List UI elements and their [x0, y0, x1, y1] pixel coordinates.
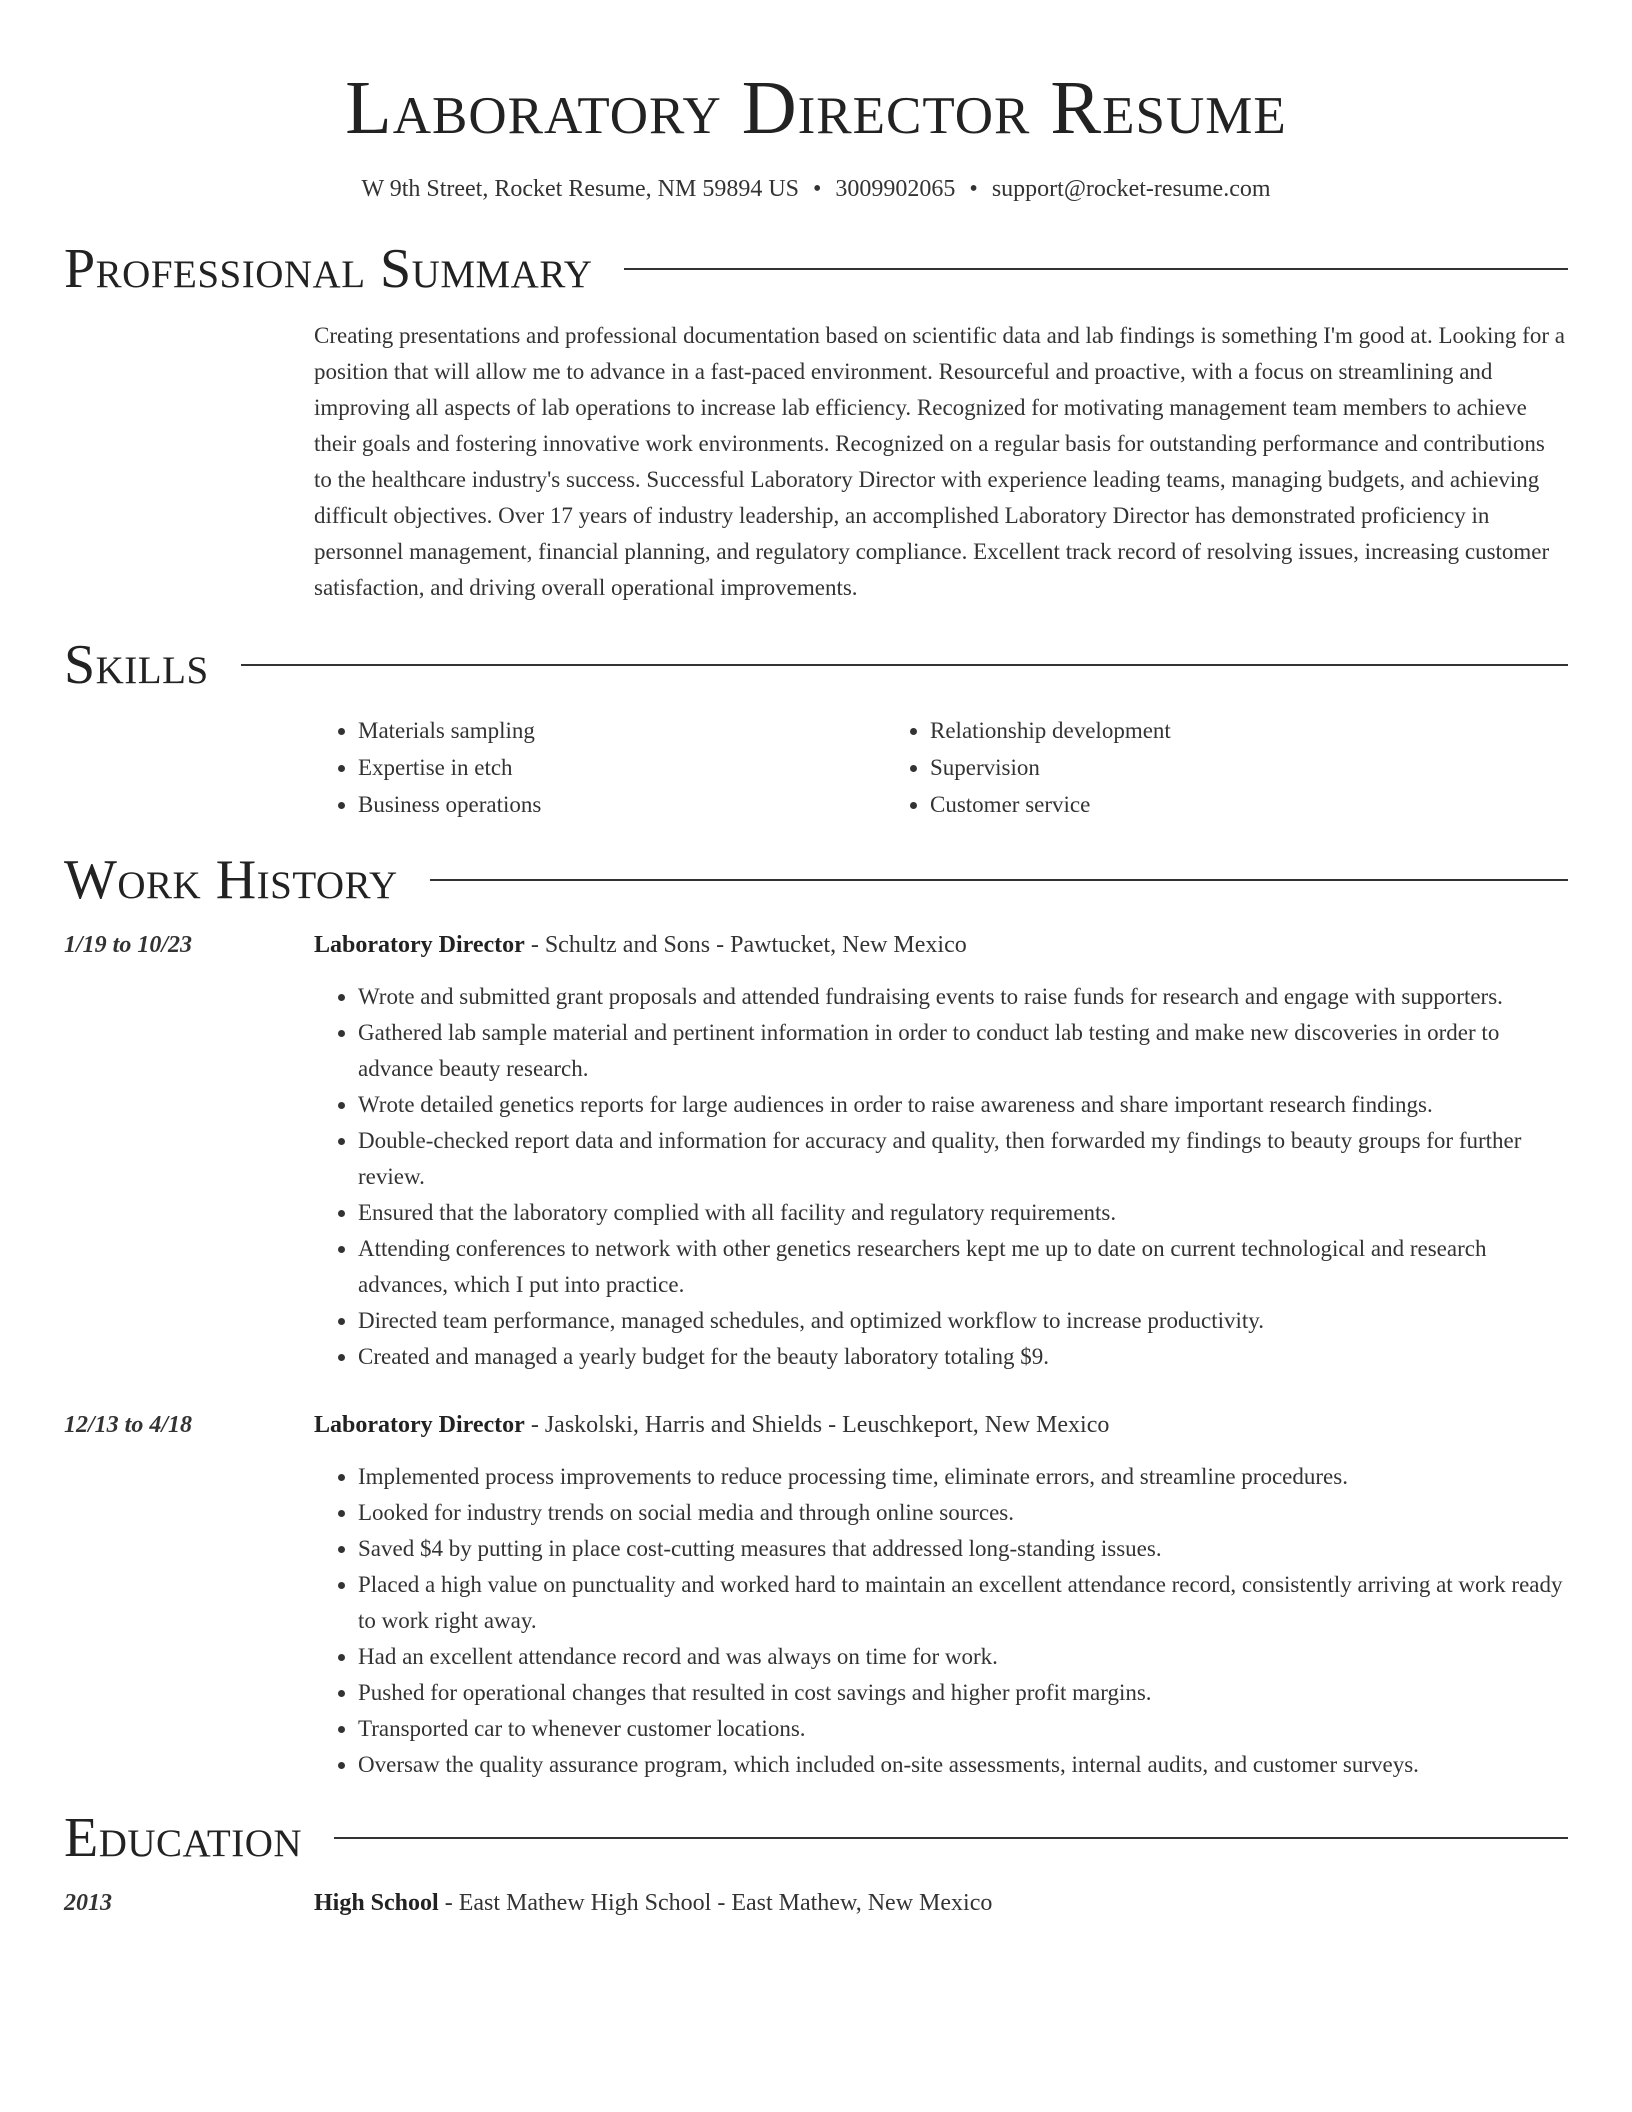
job-duties — [314, 1459, 1568, 1783]
job-dates: 1/19 to 10/23 — [64, 932, 193, 958]
work-section-header — [64, 849, 1568, 911]
job-bullet: • Looked for industry trends on social media and through online sources. — [358, 1495, 1568, 1531]
job-bullet: • Transported car to whenever customer locations. — [358, 1711, 1568, 1747]
job-bullet: • Pushed for operational changes that resulted in cost savings and higher profit margins. — [358, 1675, 1568, 1711]
summary-text: Creating presentations and professional documentation based on scientific data and lab findings is something I'm good at. Looking for a position that will allow me to advance in a fast-paced environment. Resourceful and proactive, with a focus on streamlining and improving all aspects of lab operations to increase lab efficiency. Recognized for motivating management team members to achieve their goals and fostering innovative work environments. Recognized on a regular basis for outstanding performance and contributions to the healthcare industry's success. Successful Laboratory Director with experience leading teams, managing budgets, and achieving difficult objectives. Over 17 years of industry leadership, an accomplished Laboratory Director has demonstrated proficiency in personnel management, financial planning, and regulatory compliance. Excellent track record of resolving issues, increasing customer satisfaction, and driving overall operational improvements. — [314, 323, 1565, 600]
education-heading: Education — [64, 1807, 303, 1869]
section-divider — [624, 268, 1568, 270]
skills-heading: Skills — [64, 634, 209, 696]
job-entry — [64, 1407, 1568, 1783]
education-degree: High School — [314, 1890, 439, 1916]
skills-list — [314, 712, 1568, 823]
skills-section-header — [64, 634, 1568, 696]
job-bullet: • Directed team performance, managed schedules, and optimized workflow to increase productivity. — [358, 1303, 1568, 1339]
job-bullet: • Wrote detailed genetics reports for large audiences in order to raise awareness and share important research findings. — [358, 1087, 1568, 1123]
skill-item: • Business operations — [358, 786, 886, 823]
email-text: support@rocket-resume.com — [991, 176, 1271, 202]
job-duties — [314, 979, 1568, 1375]
separator-dot: • — [813, 176, 822, 202]
job-bullet-list — [314, 979, 1568, 1375]
address-text: W 9th Street, Rocket Resume, NM 59894 US — [361, 176, 800, 202]
summary-heading: Professional Summary — [64, 238, 593, 300]
job-title: Laboratory Director — [314, 932, 525, 958]
separator-dot: • — [969, 176, 978, 202]
summary-section-header — [64, 238, 1568, 300]
section-divider — [241, 664, 1568, 666]
job-bullet-list — [314, 1459, 1568, 1783]
job-bullet: • Saved $4 by putting in place cost-cutting measures that addressed long-standing issues. — [358, 1531, 1568, 1567]
job-bullet: • Implemented process improvements to reduce processing time, eliminate errors, and streamline procedures. — [358, 1459, 1568, 1495]
job-title: Laboratory Director — [314, 1412, 525, 1438]
skill-item: • Relationship development — [930, 712, 1486, 749]
job-entry — [64, 927, 1568, 1375]
page-title: Laboratory Director Resume — [345, 66, 1287, 150]
resume-page — [64, 0, 1568, 1921]
job-employer: - Schultz and Sons - Pawtucket, New Mexico — [524, 932, 967, 958]
job-header — [64, 927, 1568, 963]
work-heading: Work History — [64, 849, 398, 911]
section-divider — [334, 1837, 1568, 1839]
skill-item: • Customer service — [930, 786, 1486, 823]
job-bullet: • Attending conferences to network with other genetics researchers kept me up to date on current technological and research advances, which I put into practice. — [358, 1231, 1568, 1303]
education-section-header — [64, 1807, 1568, 1869]
skill-item: • Materials sampling — [358, 712, 886, 749]
education-entry — [64, 1885, 1568, 1921]
job-header — [64, 1407, 1568, 1443]
skills-column-left — [314, 712, 886, 823]
section-divider — [430, 879, 1568, 881]
contact-line — [64, 174, 1568, 204]
phone-text: 3009902065 — [835, 176, 956, 202]
job-bullet: • Created and managed a yearly budget for the beauty laboratory totaling $9. — [358, 1339, 1568, 1375]
skills-column-right — [886, 712, 1486, 823]
skill-item: • Supervision — [930, 749, 1486, 786]
job-bullet: • Placed a high value on punctuality and worked hard to maintain an excellent attendance record, consistently arriving at work ready to work right away. — [358, 1567, 1568, 1639]
skill-item: • Expertise in etch — [358, 749, 886, 786]
education-school: - East Mathew High School - East Mathew, New Mexico — [438, 1890, 993, 1916]
job-bullet: • Had an excellent attendance record and was always on time for work. — [358, 1639, 1568, 1675]
job-bullet: • Double-checked report data and information for accuracy and quality, then forwarded my findings to beauty groups for further review. — [358, 1123, 1568, 1195]
summary-body — [314, 318, 1568, 606]
job-bullet: • Gathered lab sample material and pertinent information in order to conduct lab testing and make new discoveries in order to advance beauty research. — [358, 1015, 1568, 1087]
job-employer: - Jaskolski, Harris and Shields - Leuschkeport, New Mexico — [524, 1412, 1110, 1438]
job-bullet: • Ensured that the laboratory complied with all facility and regulatory requirements. — [358, 1195, 1568, 1231]
job-dates: 12/13 to 4/18 — [64, 1412, 193, 1438]
job-bullet: • Wrote and submitted grant proposals and attended fundraising events to raise funds for research and engage with supporters. — [358, 979, 1568, 1015]
education-year: 2013 — [64, 1890, 112, 1916]
job-bullet: • Oversaw the quality assurance program, which included on-site assessments, internal audits, and customer surveys. — [358, 1747, 1568, 1783]
